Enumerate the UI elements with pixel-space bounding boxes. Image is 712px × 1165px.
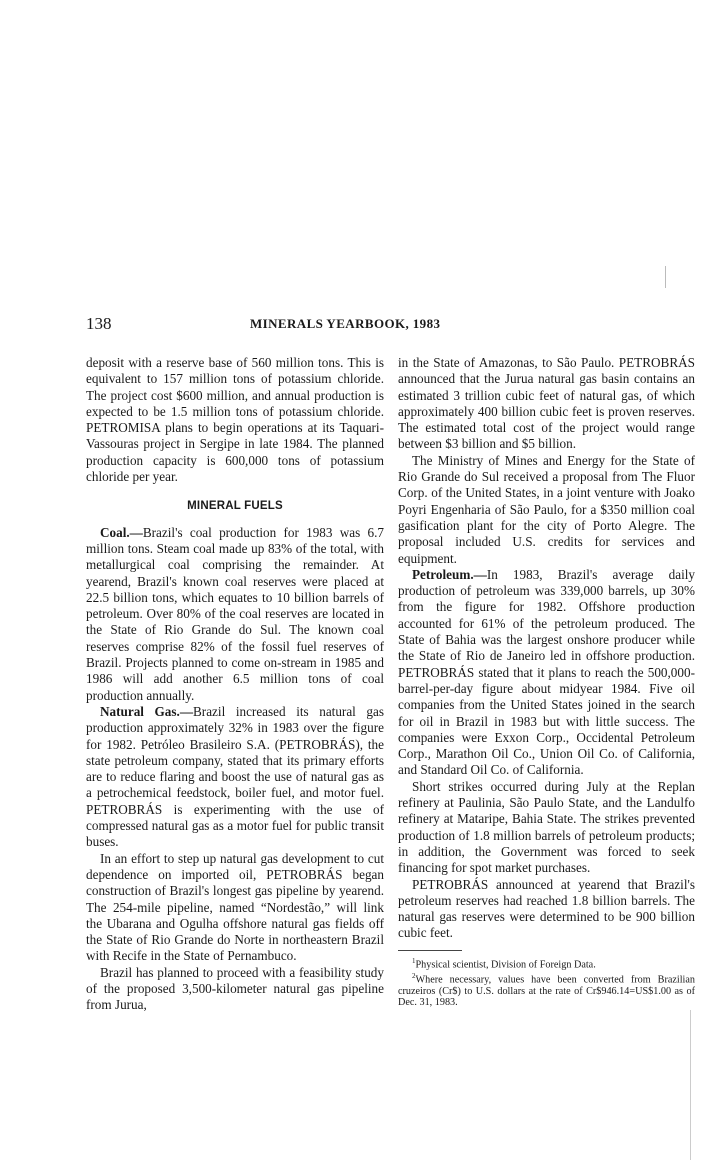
paragraph-potash-deposit: deposit with a reserve base of 560 million tons. This is equivalent to 157 million tons of potassium chloride. The project cost $600 million, and annual production is expected to be 1.5 million tons of potassium chloride. PETROMISA plans to begin operations at its Taquari-Vassouras project in Sergipe in late 1984. The planned production capacity is 600,000 tons of potassium chloride per year. <box>86 355 384 485</box>
right-column <box>398 355 695 1009</box>
paragraph-reserves: PETROBRÁS announced at yearend that Brazil's petroleum reserves had reached 1.8 billion barrels. The natural gas reserves were determined to be 900 billion cubic feet. <box>398 876 695 941</box>
paragraph-pipeline: In an effort to step up natural gas development to cut dependence on imported oil, PETROBRÁS began construction of Brazil's longest gas pipeline by yearend. The 254-mile pipeline, named “Nordestão,” will link the Ubarana and Ogulha offshore natural gas fields off the State of Rio Grande do Norte in northeastern Brazil with Recife in the State of Pernambuco. <box>86 850 384 964</box>
paragraph-feasibility: Brazil has planned to proceed with a feasibility study of the proposed 3,500-kilometer natural gas pipeline from Jurua, <box>86 964 384 1013</box>
footnote-1 <box>398 956 695 971</box>
paragraph-natural-gas <box>86 704 384 851</box>
section-heading-mineral-fuels: MINERAL FUELS <box>187 500 283 513</box>
footnote-1-text: Physical scientist, Division of Foreign Data. <box>415 959 596 971</box>
paragraph-coal <box>86 525 384 704</box>
footnote-2-text: Where necessary, values have been converted from Brazilian cruzeiros (Cr$) to U.S. dollars at the rate of Cr$946.14=US$1.00 as of Dec. 31, 1983. <box>398 974 695 1009</box>
paragraph-ministry: The Ministry of Mines and Energy for the State of Rio Grande do Sul received a proposal from The Fluor Corp. of the United States, in a joint venture with Joako Poyri Engenharia of São Paulo, for a $350 million coal gasification plant for the city of Porto Alegre. The proposal included U.S. credits for services and equipment. <box>398 452 695 566</box>
footnote-2 <box>398 971 695 1009</box>
running-header-title: MINERALS YEARBOOK, 1983 <box>250 316 441 331</box>
footnote-2-mark: 2 <box>412 971 416 980</box>
runin-heading-petroleum: Petroleum.— <box>412 566 487 582</box>
scan-artifact-line <box>690 1010 691 1160</box>
left-column <box>86 355 384 1014</box>
scan-artifact <box>665 266 666 288</box>
page-number: 138 <box>86 314 112 333</box>
natural-gas-text: Brazil increased its natural gas production approximately 32% in 1983 over the figure for 1982. Petróleo Brasileiro S.A. (PETROBRÁS), the state petroleum company, stated that its primary efforts are to reduce flaring and boost the use of natural gas as a petrochemical feedstock, boiler fuel, and motor fuel. PETROBRÁS is experimenting with the use of compressed natural gas as a motor fuel for public transit buses. <box>86 703 385 850</box>
footnotes <box>398 956 695 1009</box>
runin-heading-natural-gas: Natural Gas.— <box>100 703 194 719</box>
coal-text: Brazil's coal production for 1983 was 6.7 million tons. Steam coal made up 83% of the total, with metallurgical coal comprising the remainder. At yearend, Brazil's known coal reserves were placed at 22.5 billion tons, which equates to 10 billion barrels of petroleum. Over 80% of the coal reserves are located in the State of Rio Grande do Sul. The known coal reserves comprise 82% of the fossil fuel reserves of Brazil. Projects planned to come on-stream in 1985 and 1986 will add another 6.5 million tons of coal production annually. <box>86 524 384 703</box>
runin-heading-coal: Coal.— <box>100 524 143 540</box>
petroleum-text: In 1983, Brazil's average daily production of petroleum was 339,000 barrels, up 30% from the figure for 1982. Offshore production accounted for 61% of the petroleum produced. The State of Bahia was the largest onshore producer while the State of Rio de Janeiro led in offshore production. PETROBRÁS stated that it plans to reach the 500,000-barrel-per-day figure about midyear 1984. Five oil companies from the United States joined in the search for oil in Brazil in 1983 but with little success. The companies were Exxon Corp., Occidental Petroleum Corp., Marathon Oil Co., Union Oil Co. of California, and Standard Oil Co. of California. <box>398 566 695 778</box>
paragraph-petroleum <box>398 567 695 779</box>
footnote-1-mark: 1 <box>412 956 416 965</box>
footnote-divider <box>398 950 462 951</box>
paragraph-strikes: Short strikes occurred during July at the Replan refinery at Paulinia, São Paulo State, and the Landulfo refinery at Mataripe, Bahia State. The strikes prevented production of 1.8 million barrels of petroleum products; in addition, the Government was forced to seek financing for spot market purchases. <box>398 778 695 876</box>
paragraph-jurua: in the State of Amazonas, to São Paulo. PETROBRÁS announced that the Jurua natural gas basin contains an estimated 3 trillion cubic feet of natural gas, of which approximately 400 billion cubic feet is proven reserves. The estimated total cost of the project would range between $3 billion and $5 billion. <box>398 355 695 452</box>
